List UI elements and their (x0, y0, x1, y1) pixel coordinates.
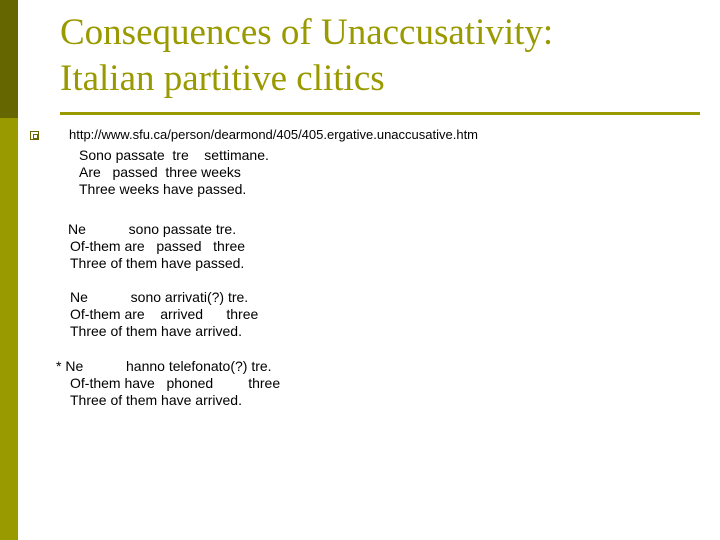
example1-italian: Sono passate tre settimane. (79, 147, 269, 163)
example3-italian: Ne sono arrivati(?) tre. (70, 289, 249, 305)
example3-gloss: Of-them are arrived three (70, 306, 259, 322)
square-bullet-icon (30, 131, 39, 140)
example1-gloss: Are passed three weeks (79, 164, 241, 180)
example4-gloss: Of-them have phoned three (70, 375, 281, 391)
example4-translation: Three of them have arrived. (70, 392, 242, 408)
source-url-link[interactable]: http://www.sfu.ca/person/dearmond/405/405.ergative.unaccusative.htm (69, 127, 479, 142)
example1-translation: Three weeks have passed. (79, 181, 247, 197)
title-underline (60, 112, 700, 115)
title-line-1: Consequences of Unaccusativity: (60, 12, 554, 53)
example2-translation: Three of them have passed. (70, 255, 245, 271)
example2-gloss: Of-them are passed three (70, 238, 246, 254)
left-accent-bar-dark (0, 0, 18, 118)
example3-translation: Three of them have arrived. (70, 323, 242, 339)
example4-italian: * Ne hanno telefonato(?) tre. (56, 358, 272, 374)
slide-title (60, 10, 700, 102)
title-line-2: Italian partitive clitics (60, 58, 385, 99)
example2-italian: Ne sono passate tre. (68, 221, 237, 237)
left-accent-bar-light (0, 118, 18, 540)
